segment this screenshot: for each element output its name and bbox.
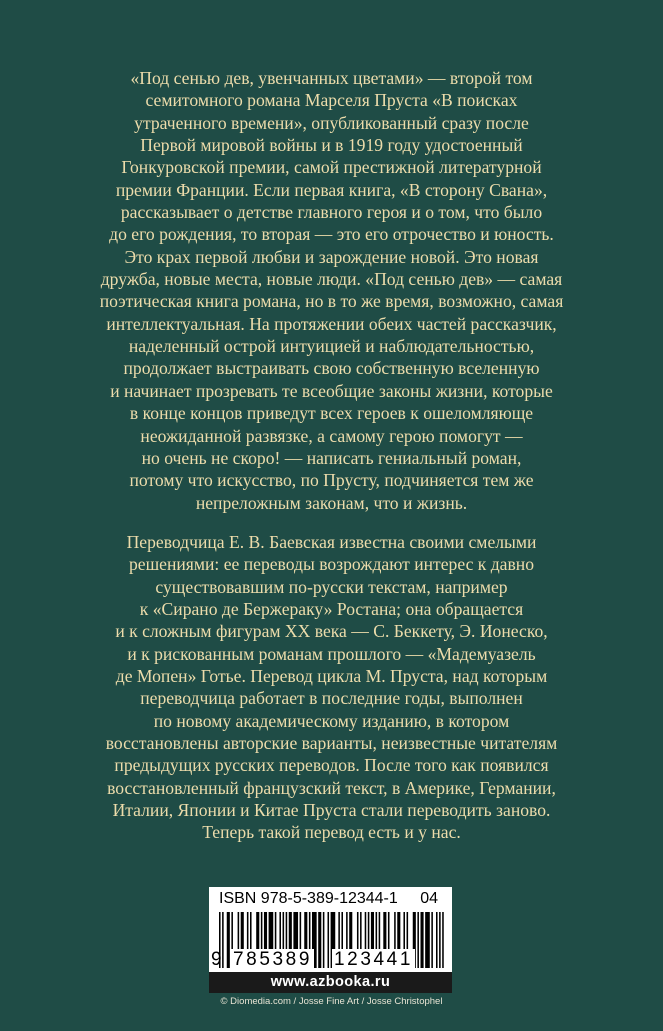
text-line: восстановленный французский текст, в Америке, Германии, [107, 777, 556, 798]
text-line: Это крах первой любви и зарождение новой. Это новая [124, 246, 539, 267]
text-line: де Мопен» Готье. Перевод цикла М. Пруста, над которым [115, 666, 548, 687]
text-line: и к рискованным романам прошлого — «Мадемуазель [127, 643, 536, 664]
text-line: премии Франции. Если первая книга, «В сторону Свана», [115, 179, 548, 200]
text-line: но очень не скоро! — написать гениальный роман, [141, 447, 522, 468]
barcode-digits [209, 949, 452, 971]
text-line: Италии, Японии и Китае Пруста стали переводить заново. [112, 800, 551, 821]
text-line: переводчица работает в последние годы, выполнен [140, 688, 523, 709]
barcode-lead-digit: 9 [211, 949, 225, 970]
text-line: семитомного романа Марселя Пруста «В поисках [145, 90, 518, 111]
text-line: утраченного времени», опубликованный сразу после [134, 112, 529, 133]
text-line: до его рождения, то вторая — это его отрочество и юность. [109, 224, 554, 245]
text-line: поэтическая книга романа, но в то же время, возможно, самая [99, 291, 564, 312]
text-line: предыдущих русских переводов. После того как появился [114, 755, 549, 776]
text-line: наделенный острой интуицией и наблюдательностью, [128, 336, 535, 357]
barcode-block [209, 887, 452, 993]
publisher-website: www.azbooka.ru [209, 972, 452, 993]
text-line: Первой мировой войны и в 1919 году удостоенный [140, 135, 523, 156]
image-credits: © Diomedia.com / Josse Fine Art / Josse Christophel [220, 996, 443, 1007]
barcode-digit-group-1: 785389 [233, 949, 313, 970]
text-line: Переводчица Е. В. Баевская известна своими смелыми [126, 532, 537, 552]
isbn-addon: 04 [420, 890, 438, 907]
text-line: Гонкуровской премии, самой престижной литературной [121, 157, 542, 178]
text-line: существовавшим по-русски текстам, например [155, 576, 508, 597]
text-line: рассказывает о детстве главного героя и о том, что было [120, 202, 543, 223]
text-line: к «Сирано де Бержераку» Ростана; она обращается [139, 599, 524, 620]
barcode-digit-group-2: 123441 [334, 949, 414, 970]
text-line: «Под сенью дев, увенчанных цветами» — второй том [130, 68, 533, 88]
text-line: потому что искусство, по Прусту, подчиняется тем же [129, 470, 534, 491]
annotation-paragraph-2 [70, 531, 593, 844]
annotation-paragraph-1 [70, 67, 593, 514]
text-line: восстановлены авторские варианты, неизвестные читателям [105, 733, 558, 754]
text-line: и начинает прозревать те всеобщие законы жизни, которые [110, 380, 553, 401]
text-line: по новому академическому изданию, в котором [153, 710, 510, 731]
text-line: и к сложным фигурам XX века — С. Беккету, Э. Ионеско, [115, 621, 548, 642]
text-line: дружба, новые места, новые люди. «Под сенью дев» — самая [100, 269, 563, 290]
text-line: продолжает выстраивать свою собственную вселенную [123, 358, 540, 379]
text-line: непреложным законам, что и жизнь. [195, 492, 468, 513]
text-line: решениями: ее переводы возрождают интерес к давно [128, 554, 535, 575]
isbn-line [219, 890, 444, 910]
text-line: Теперь такой перевод есть и у нас. [202, 822, 461, 843]
isbn-label: ISBN 978-5-389-12344-1 [219, 890, 398, 907]
text-line: неожиданной развязке, а самому герою помогут — [140, 425, 523, 446]
text-line: интеллектуальная. На протяжении обеих частей рассказчик, [106, 313, 557, 334]
text-line: в конце концов приведут всех героев к ошеломляюще [129, 403, 534, 424]
